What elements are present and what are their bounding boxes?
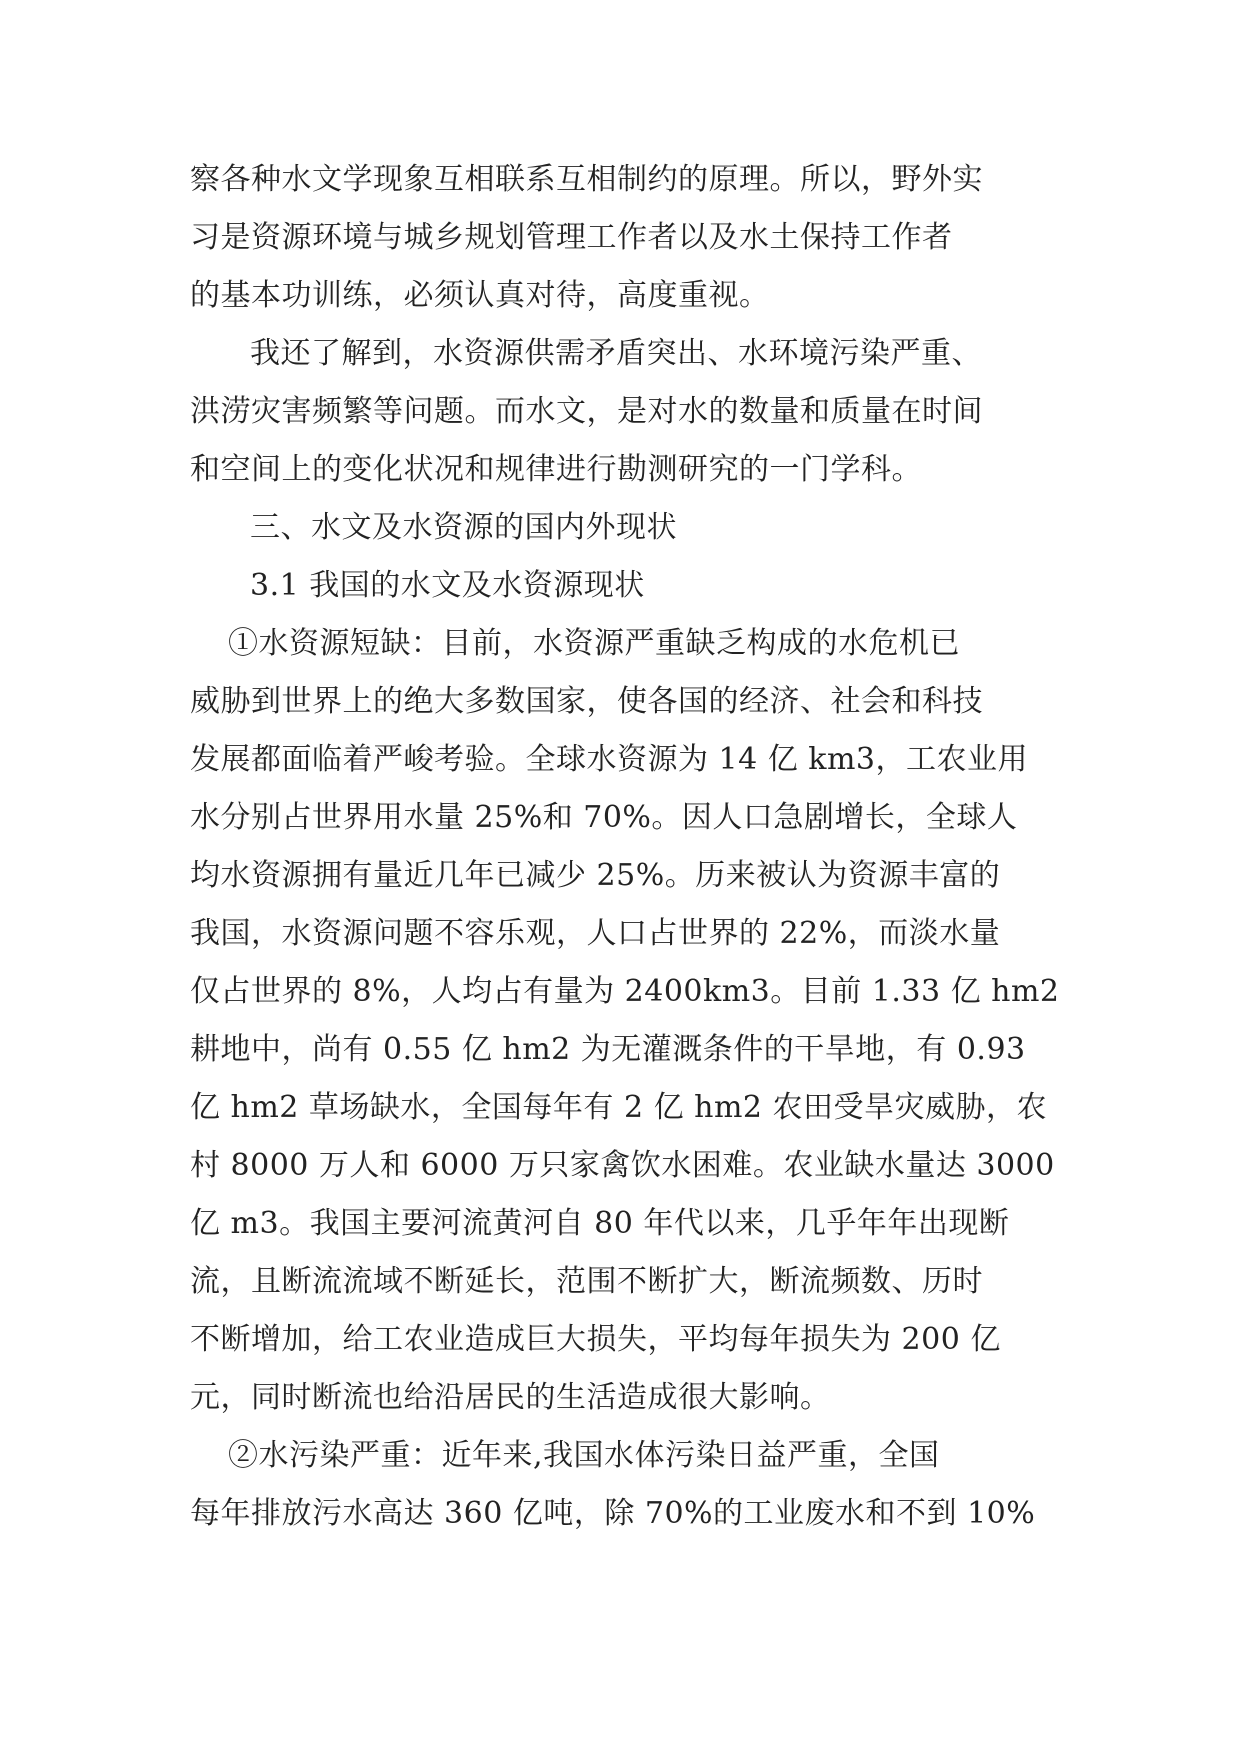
paragraph-line: 元，同时断流也给沿居民的生活造成很大影响。: [190, 1380, 831, 1415]
paragraph-line: 亿 m3。我国主要河流黄河自 80 年代以来，几乎年年出现断: [190, 1206, 1010, 1241]
paragraph-line: 仅占世界的 8%，人均占有量为 2400km3。目前 1.33 亿 hm2: [190, 974, 1060, 1009]
paragraph-line: 亿 hm2 草场缺水，全国每年有 2 亿 hm2 农田受旱灾威胁，农: [190, 1090, 1048, 1125]
paragraph-line: ②水污染严重：近年来,我国水体污染日益严重，全国: [228, 1438, 940, 1473]
paragraph-line: 我国，水资源问题不容乐观，人口占世界的 22%，而淡水量: [190, 916, 1001, 951]
paragraph-line: 水分别占世界用水量 25%和 70%。因人口急剧增长，全球人: [190, 800, 1018, 835]
paragraph-line: 不断增加，给工农业造成巨大损失，平均每年损失为 200 亿: [190, 1322, 1001, 1357]
section-heading: 三、水文及水资源的国内外现状: [250, 510, 677, 545]
paragraph-line: 习是资源环境与城乡规划管理工作者以及水土保持工作者: [190, 220, 953, 255]
paragraph-line: 均水资源拥有量近几年已减少 25%。历来被认为资源丰富的: [190, 858, 1001, 893]
paragraph-line: 每年排放污水高达 360 亿吨，除 70%的工业废水和不到 10%: [190, 1496, 1036, 1531]
paragraph-line: 的基本功训练，必须认真对待，高度重视。: [190, 278, 770, 313]
paragraph-line: 村 8000 万人和 6000 万只家禽饮水困难。农业缺水量达 3000: [190, 1148, 1055, 1183]
paragraph-line: 发展都面临着严峻考验。全球水资源为 14 亿 km3，工农业用: [190, 742, 1028, 777]
paragraph-line: 流，且断流流域不断延长，范围不断扩大，断流频数、历时: [190, 1264, 983, 1299]
subsection-heading: 3.1 我国的水文及水资源现状: [250, 568, 645, 603]
paragraph-line: 耕地中，尚有 0.55 亿 hm2 为无灌溉条件的干旱地，有 0.93: [190, 1032, 1026, 1067]
paragraph-line: 察各种水文学现象互相联系互相制约的原理。所以，野外实: [190, 162, 983, 197]
paragraph-line: ①水资源短缺：目前，水资源严重缺乏构成的水危机已: [228, 626, 960, 661]
paragraph-line: 我还了解到，水资源供需矛盾突出、水环境污染严重、: [250, 336, 982, 371]
paragraph-line: 和空间上的变化状况和规律进行勘测研究的一门学科。: [190, 452, 922, 487]
paragraph-line: 威胁到世界上的绝大多数国家，使各国的经济、社会和科技: [190, 684, 983, 719]
paragraph-line: 洪涝灾害频繁等问题。而水文，是对水的数量和质量在时间: [190, 394, 983, 429]
